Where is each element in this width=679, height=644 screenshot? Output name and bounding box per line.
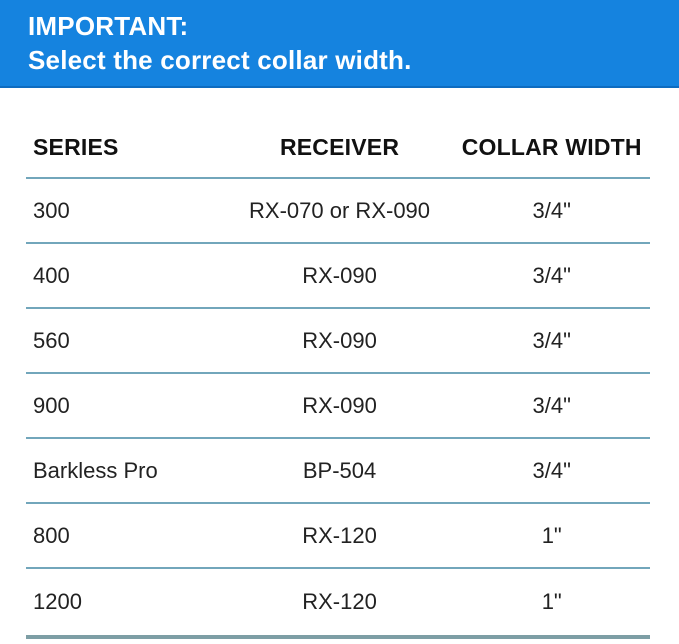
series-cell: 560 bbox=[26, 308, 226, 373]
banner-subtitle: Select the correct collar width. bbox=[28, 45, 412, 75]
table-row bbox=[26, 373, 650, 438]
receiver-cell: RX-090 bbox=[226, 373, 454, 438]
series-cell: 1200 bbox=[26, 568, 226, 637]
receiver-cell: BP-504 bbox=[226, 438, 454, 503]
series-cell: 400 bbox=[26, 243, 226, 308]
table-body bbox=[26, 178, 650, 637]
receiver-cell: RX-090 bbox=[226, 308, 454, 373]
table-header bbox=[26, 88, 650, 178]
series-cell: 300 bbox=[26, 178, 226, 243]
receiver-cell: RX-090 bbox=[226, 243, 454, 308]
table-row bbox=[26, 243, 650, 308]
banner-title: IMPORTANT: bbox=[28, 11, 189, 41]
column-header-collar-width: COLLAR WIDTH bbox=[453, 88, 650, 178]
receiver-cell: RX-120 bbox=[226, 503, 454, 568]
column-header-series: SERIES bbox=[26, 88, 226, 178]
collar-width-cell: 3/4" bbox=[453, 243, 650, 308]
receiver-cell: RX-070 or RX-090 bbox=[226, 178, 454, 243]
collar-width-cell: 1" bbox=[453, 568, 650, 637]
table-row bbox=[26, 568, 650, 637]
collar-width-cell: 3/4" bbox=[453, 308, 650, 373]
collar-width-table bbox=[26, 88, 650, 639]
header-row bbox=[26, 88, 650, 178]
table-row bbox=[26, 178, 650, 243]
series-cell: 900 bbox=[26, 373, 226, 438]
receiver-cell: RX-120 bbox=[226, 568, 454, 637]
collar-width-cell: 3/4" bbox=[453, 438, 650, 503]
collar-width-cell: 3/4" bbox=[453, 373, 650, 438]
series-cell: Barkless Pro bbox=[26, 438, 226, 503]
collar-width-cell: 3/4" bbox=[453, 178, 650, 243]
table-row bbox=[26, 438, 650, 503]
table-row bbox=[26, 503, 650, 568]
collar-width-table-wrap bbox=[26, 88, 650, 639]
collar-width-cell: 1" bbox=[453, 503, 650, 568]
series-cell: 800 bbox=[26, 503, 226, 568]
column-header-receiver: RECEIVER bbox=[226, 88, 454, 178]
table-row bbox=[26, 308, 650, 373]
important-banner bbox=[0, 0, 679, 88]
